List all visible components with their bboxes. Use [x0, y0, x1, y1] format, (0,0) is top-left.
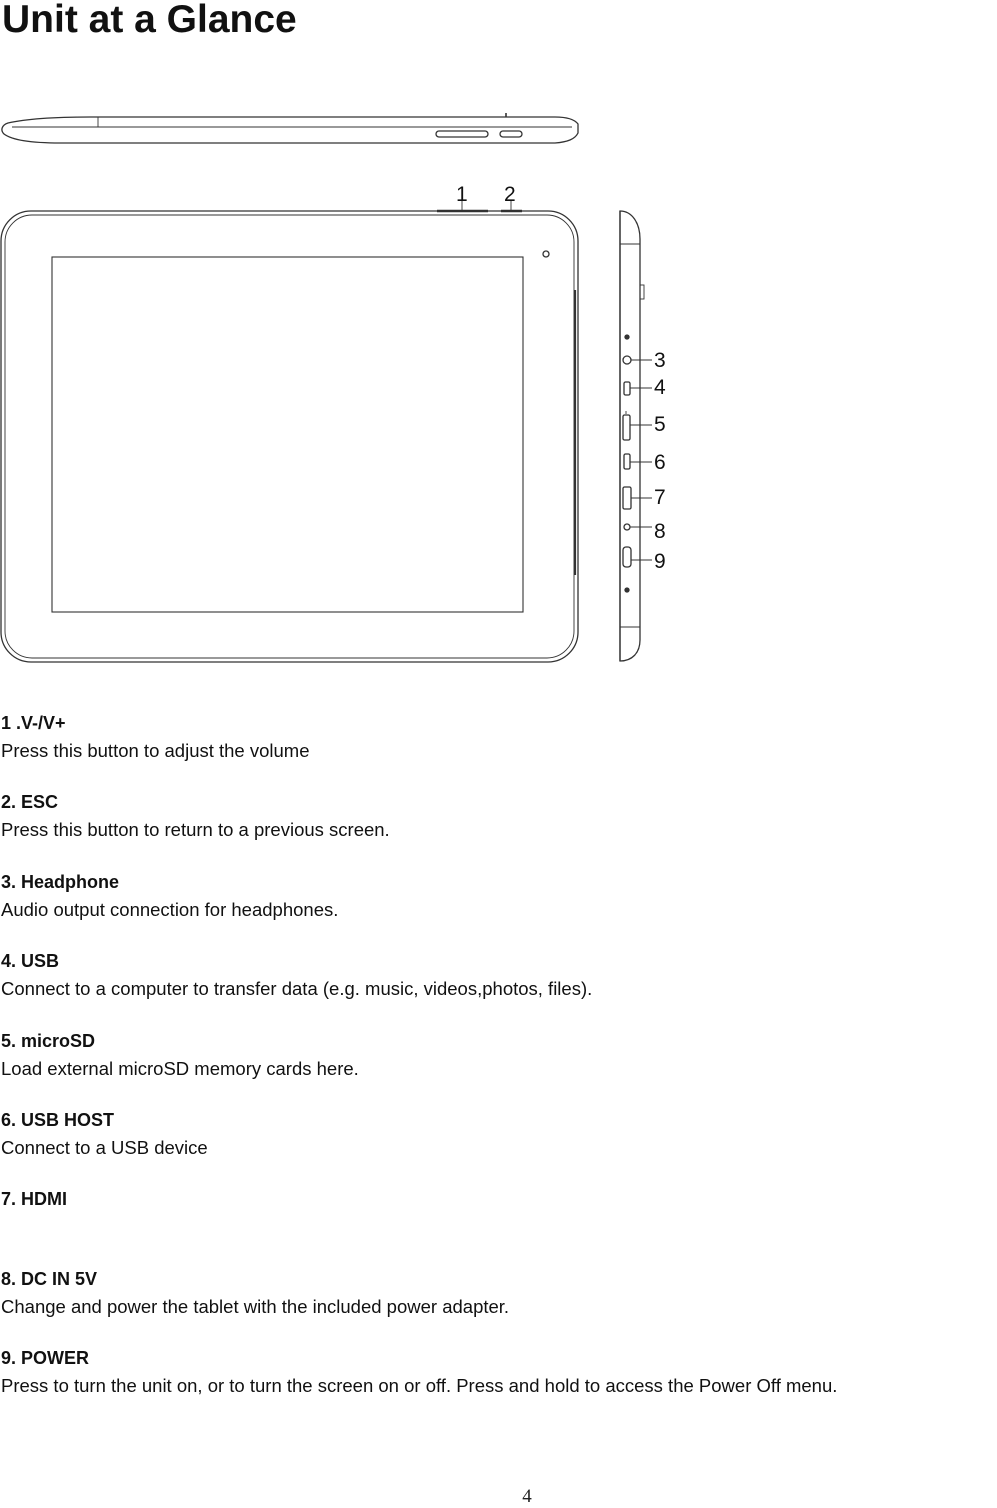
usb-host-port	[624, 454, 630, 469]
item-title: 4. USB	[1, 951, 60, 972]
item-description: Connect to a computer to transfer data (e.g. music, videos,photos, files).	[1, 978, 593, 1000]
item-description: Audio output connection for headphones.	[1, 898, 339, 920]
front-camera	[543, 251, 549, 257]
item-title: 5. microSD	[1, 1030, 96, 1051]
list-item	[1, 950, 997, 1029]
item-description: Press this button to return to a previous screen.	[1, 819, 390, 841]
feature-list	[1, 712, 997, 1427]
callout-leaders	[630, 360, 652, 560]
hdmi-port	[623, 487, 631, 509]
item-title: 3. Headphone	[1, 871, 120, 892]
list-item	[1, 1188, 997, 1267]
callout-2: 2	[504, 183, 516, 206]
list-item	[1, 1109, 997, 1188]
callout-7: 7	[654, 486, 666, 509]
item-description: Change and power the tablet with the included power adapter.	[1, 1295, 510, 1317]
callout-1: 1	[456, 183, 468, 206]
usb-port	[624, 382, 630, 395]
esc-button-top	[500, 131, 522, 137]
item-description: Press this button to adjust the volume	[1, 740, 310, 761]
tablet-side-view	[620, 211, 644, 661]
list-item	[1, 712, 997, 791]
dc-in-port	[624, 524, 630, 530]
item-title: 7. HDMI	[1, 1189, 68, 1210]
item-description: Connect to a USB device	[1, 1136, 208, 1158]
item-description: Load external microSD memory cards here.	[1, 1057, 359, 1079]
callout-9: 9	[654, 550, 666, 573]
callout-8: 8	[654, 520, 666, 543]
list-item	[1, 1030, 997, 1109]
list-item	[1, 871, 997, 950]
power-button	[623, 547, 631, 567]
list-item	[1, 1347, 997, 1426]
tablet-screen	[52, 257, 523, 612]
list-item	[1, 791, 997, 870]
tablet-front-view	[1, 201, 578, 662]
item-title: 9. POWER	[1, 1348, 90, 1369]
tablet-top-edge-view	[2, 113, 578, 143]
page-title: Unit at a Glance	[2, 0, 297, 41]
item-title: 8. DC IN 5V	[1, 1268, 98, 1289]
headphone-port	[623, 356, 631, 364]
volume-button-top	[436, 131, 488, 137]
callout-5: 5	[654, 413, 666, 436]
list-item	[1, 1268, 997, 1347]
tablet-diagram	[0, 105, 700, 670]
microsd-slot	[623, 415, 630, 440]
page-number: 4	[522, 1486, 532, 1507]
item-title: 6. USB HOST	[1, 1109, 115, 1130]
item-title: 1 .V-/V+	[1, 713, 66, 733]
callout-4: 4	[654, 376, 666, 399]
callout-6: 6	[654, 451, 666, 474]
callout-3: 3	[654, 349, 666, 372]
item-title: 2. ESC	[1, 792, 59, 813]
item-description: Press to turn the unit on, or to turn the screen on or off. Press and hold to access the Power Off menu.	[1, 1375, 838, 1397]
